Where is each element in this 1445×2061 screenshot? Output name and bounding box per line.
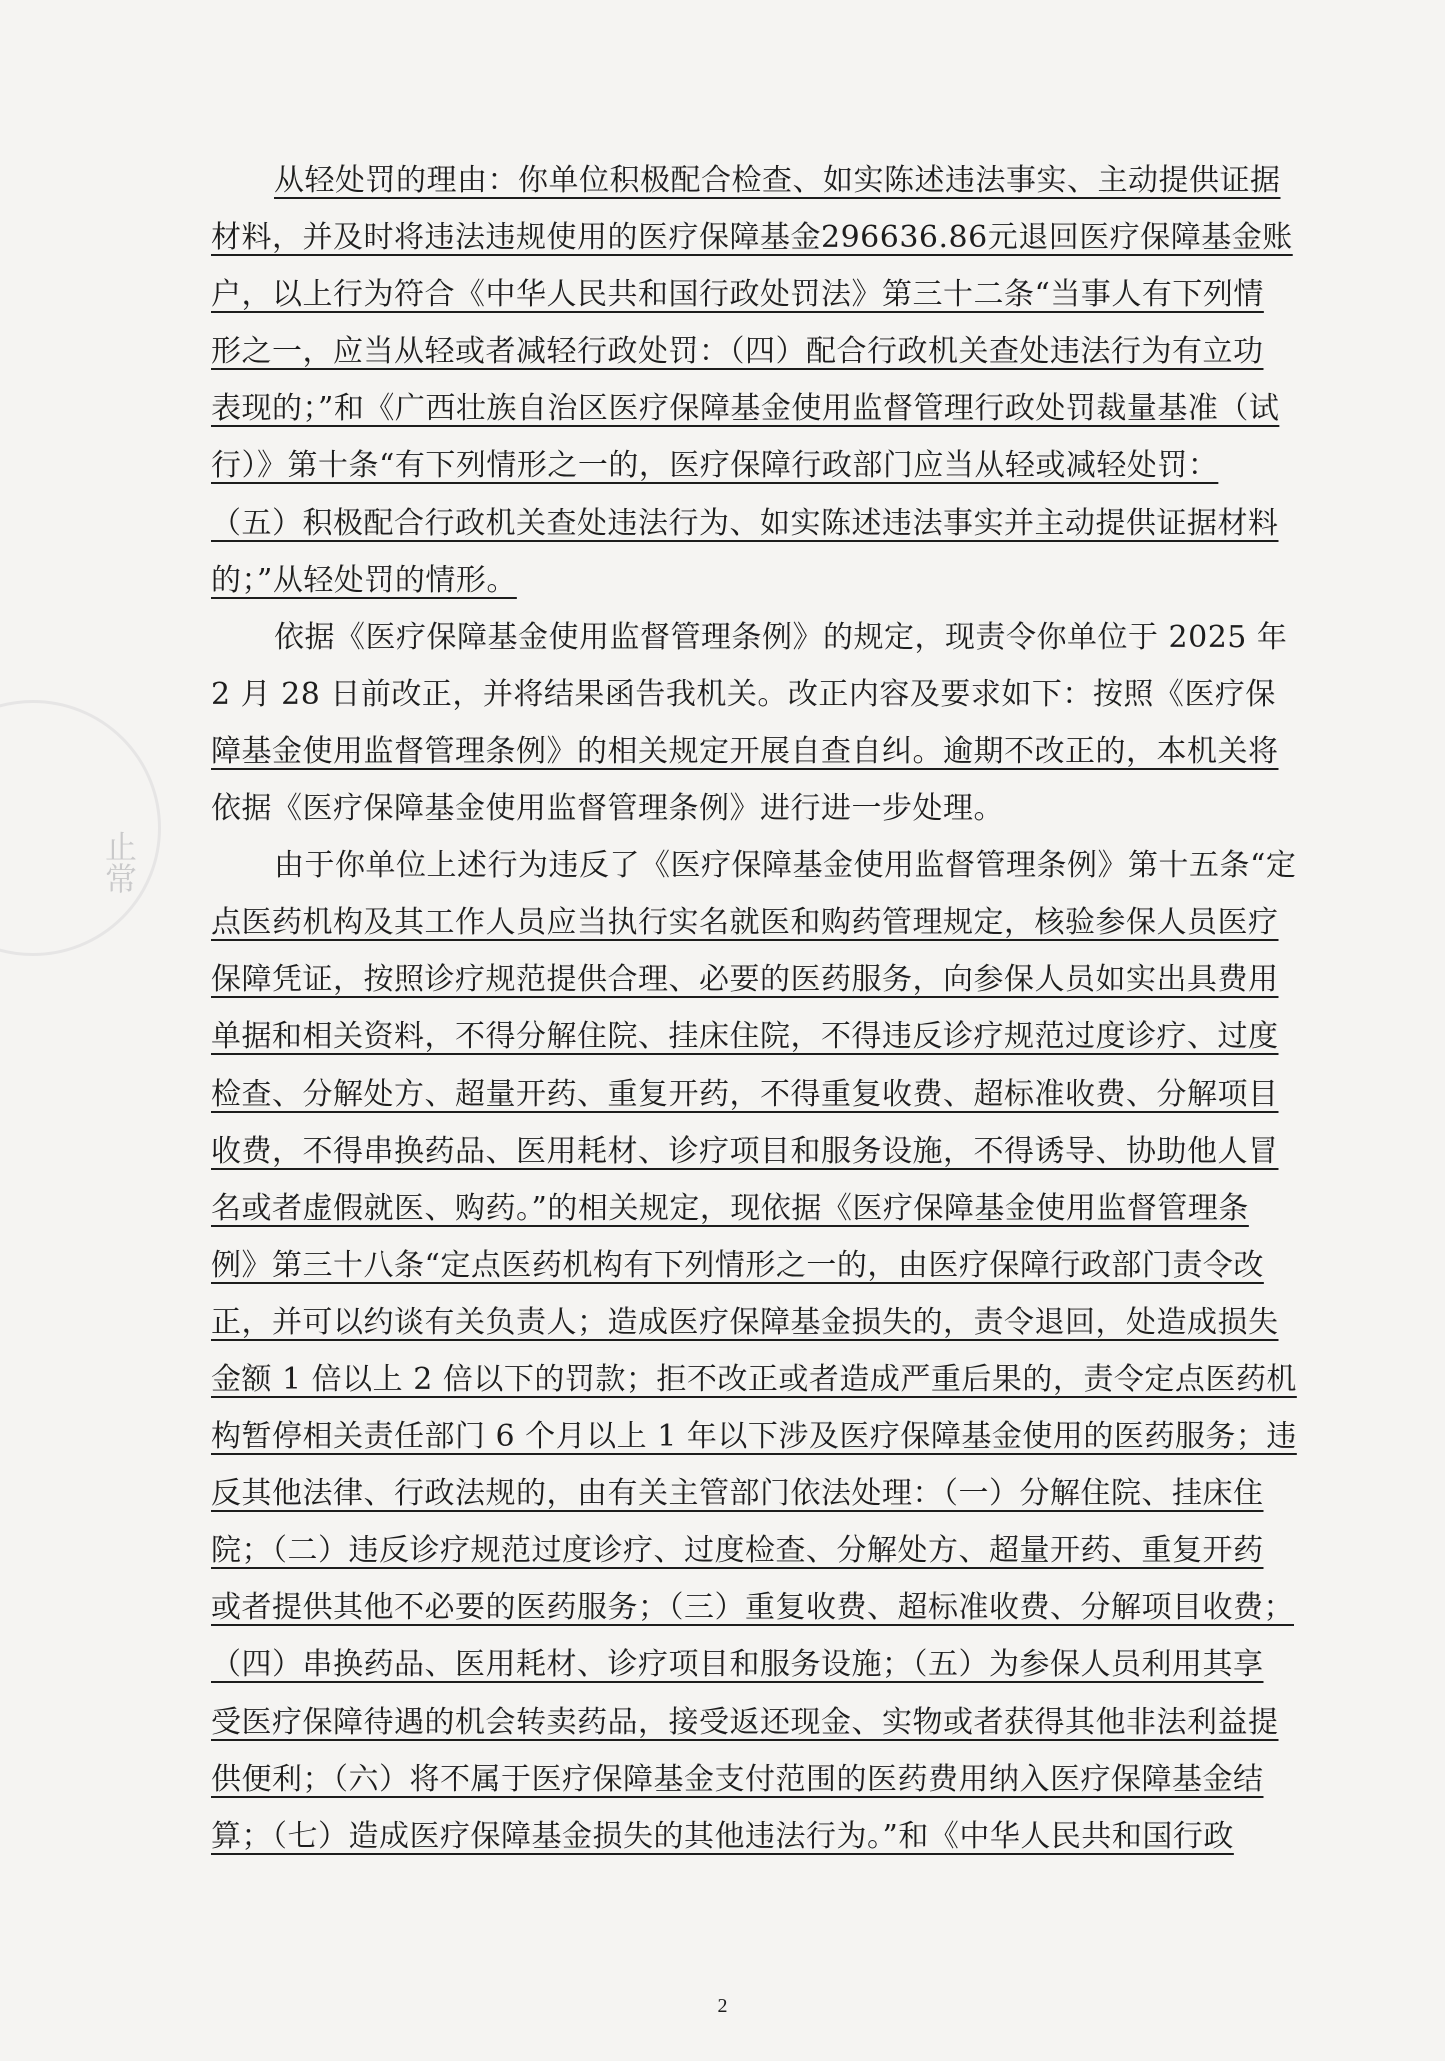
- text-line: 单据和相关资料，不得分解住院、挂床住院，不得违反诊疗规范过度诊疗、过度: [211, 1019, 1279, 1055]
- text-line: 供便利；（六）将不属于医疗保障基金支付范围的医药费用纳入医疗保障基金结: [211, 1761, 1264, 1797]
- document-body: [211, 152, 1297, 1865]
- text-line: 由于你单位上述行为违反了《医疗保障基金使用监督管理条例》第十五条“定: [274, 848, 1297, 884]
- text-line: 从轻处罚的理由：你单位积极配合检查、如实陈述违法事实、主动提供证据: [274, 163, 1281, 198]
- text-line: 行）》第十条“有下列情形之一的，医疗保障行政部门应当从轻或减轻处罚：: [211, 448, 1219, 484]
- text-line: （四）串换药品、医用耗材、诊疗项目和服务设施；（五）为参保人员利用其享: [211, 1647, 1264, 1683]
- text-line: 或者提供其他不必要的医药服务；（三）重复收费、超标准收费、分解项目收费；: [211, 1590, 1294, 1626]
- text-line: 依据《医疗保障基金使用监督管理条例》的规定，现责令你单位于 2025 年: [274, 619, 1288, 655]
- text-line: 检查、分解处方、超量开药、重复开药，不得重复收费、超标准收费、分解项目: [211, 1076, 1279, 1112]
- text-line: 材料，并及时将违法违规使用的医疗保障基金296636.86元退回医疗保障基金账: [211, 220, 1293, 256]
- text-line: 2 月 28 日前改正，并将结果函告我机关。改正内容及要求如下：按照《医疗保: [211, 676, 1276, 712]
- seal-text: 止常: [100, 830, 138, 894]
- text-line: 金额 1 倍以上 2 倍以下的罚款；拒不改正或者造成严重后果的，责令定点医药机: [211, 1361, 1297, 1397]
- text-line: 障基金使用监督管理条例》的相关规定开展自查自纠。逾期不改正的，本机关将: [211, 733, 1279, 769]
- text-line: 院；（二）违反诊疗规范过度诊疗、过度检查、分解处方、超量开药、重复开药: [211, 1533, 1264, 1569]
- text-line: （五）积极配合行政机关查处违法行为、如实陈述违法事实并主动提供证据材料: [211, 505, 1279, 541]
- text-line: 的；”从轻处罚的情形。: [211, 562, 517, 598]
- text-line: 名或者虚假就医、购药。”的相关规定，现依据《医疗保障基金使用监督管理条: [211, 1190, 1249, 1226]
- official-seal-stamp: [0, 700, 161, 956]
- text-line: 反其他法律、行政法规的，由有关主管部门依法处理：（一）分解住院、挂床住: [211, 1476, 1264, 1512]
- text-line: 形之一，应当从轻或者减轻行政处罚：（四）配合行政机关查处违法行为有立功: [211, 334, 1264, 370]
- text-line: 户，以上行为符合《中华人民共和国行政处罚法》第三十二条“当事人有下列情: [211, 277, 1264, 313]
- text-line: 构暂停相关责任部门 6 个月以上 1 年以下涉及医疗保障基金使用的医药服务；违: [211, 1419, 1297, 1455]
- text-line: 例》第三十八条“定点医药机构有下列情形之一的，由医疗保障行政部门责令改: [211, 1247, 1264, 1283]
- text-line: 正，并可以约谈有关负责人；造成医疗保障基金损失的，责令退回，处造成损失: [211, 1304, 1279, 1340]
- text-line: 点医药机构及其工作人员应当执行实名就医和购药管理规定，核验参保人员医疗: [211, 905, 1279, 941]
- text-line: 保障凭证，按照诊疗规范提供合理、必要的医药服务，向参保人员如实出具费用: [211, 962, 1279, 998]
- text-line: 表现的；”和《广西壮族自治区医疗保障基金使用监督管理行政处罚裁量基准（试: [211, 391, 1280, 427]
- text-line: 依据《医疗保障基金使用监督管理条例》进行进一步处理。: [211, 791, 1004, 827]
- text-line: 收费，不得串换药品、医用耗材、诊疗项目和服务设施，不得诱导、协助他人冒: [211, 1133, 1279, 1169]
- text-line: 算；（七）造成医疗保障基金损失的其他违法行为。”和《中华人民共和国行政: [211, 1818, 1234, 1854]
- page-number: 2: [717, 1995, 728, 2017]
- text-line: 受医疗保障待遇的机会转卖药品，接受返还现金、实物或者获得其他非法利益提: [211, 1704, 1279, 1740]
